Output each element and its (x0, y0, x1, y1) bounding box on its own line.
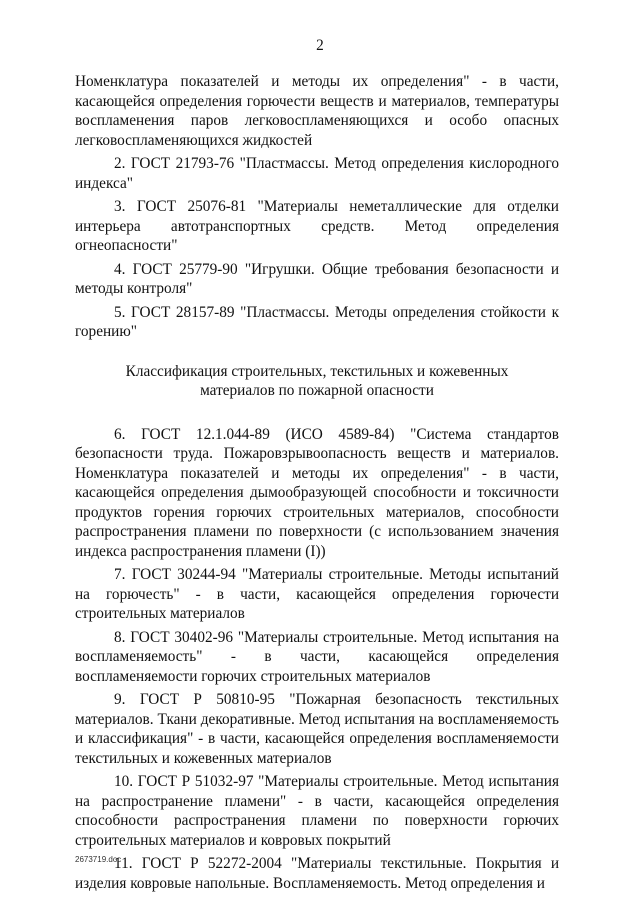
list-item-9: 9. ГОСТ Р 50810-95 "Пожарная безопасность текстильных материалов. Ткани декоративные. Метод испытания на воспламеняемость и классификация" - в части, касающейся определения воспламеняемости текстильных и кожевенных материалов (75, 691, 559, 767)
footer-filename: 2673719.doc (75, 855, 122, 864)
list-item-8: 8. ГОСТ 30402-96 "Материалы строительные. Метод испытания на воспламеняемость" - в части, касающейся определения воспламеняемости горючих строительных материалов (75, 628, 559, 685)
section-heading (75, 362, 559, 401)
page-number: 2 (316, 37, 324, 54)
document-body (75, 72, 559, 897)
list-item-5: 5. ГОСТ 28157-89 "Пластмассы. Методы определения стойкости к горению" (75, 303, 559, 340)
section-heading-line-2: материалов по пожарной опасности (200, 382, 434, 399)
list-item-6: 6. ГОСТ 12.1.044-89 (ИСО 4589-84) "Система стандартов безопасности труда. Пожаровзрывоопасность веществ и материалов. Номенклатура показателей и методы их определения" - в части, касающейся определения дымообразующей способности и токсичности продуктов горения горючих строительных материалов, способности распространения пламени по поверхности (с использованием значения индекса распространения пламени (I)) (75, 425, 559, 560)
section-heading-line-1: Классификация строительных, текстильных и кожевенных (125, 362, 509, 380)
list-item-7: 7. ГОСТ 30244-94 "Материалы строительные. Методы испытаний на горючесть" - в части, касающейся определения горючести строительных материалов (75, 566, 559, 622)
list-item-10: 10. ГОСТ Р 51032-97 "Материалы строительные. Метод испытания на распространение пламени" - в части, касающейся определения способности распространения пламени по поверхности горючих строительных материалов и ковровых покрытий (75, 773, 559, 849)
paragraph-1: Номенклатура показателей и методы их определения" - в части, касающейся определения горючести веществ и материалов, температуры воспламенения паров легковоспламеняющихся и особо опасных легковоспламеняющихся жидкостей (75, 73, 559, 149)
list-item-2: 2. ГОСТ 21793-76 "Пластмассы. Метод определения кислородного индекса" (75, 155, 559, 192)
list-item-3: 3. ГОСТ 25076-81 "Материалы неметаллические для отделки интерьера автотранспортных средств. Метод определения огнеопасности" (75, 198, 559, 254)
list-item-4: 4. ГОСТ 25779-90 "Игрушки. Общие требования безопасности и методы контроля" (75, 260, 559, 297)
list-item-11: 11. ГОСТ Р 52272-2004 "Материалы текстильные. Покрытия и изделия ковровые напольные. Воспламеняемость. Метод определения и (75, 855, 559, 892)
